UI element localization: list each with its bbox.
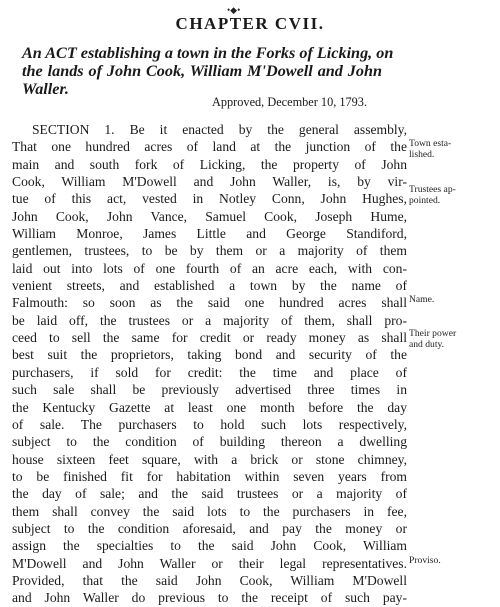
chapter-ornament: •◆• [227,5,241,15]
section-body [12,121,407,607]
margin-note-name [409,294,499,305]
body-line: house sixteen feet square, with a brick or stone chimney, [12,451,407,467]
margin-note-trustees-appointed [409,184,499,206]
body-line: main and south fork of Licking, the property of John [12,156,407,172]
body-line: subject to the condition of building thereon a dwelling [12,434,407,450]
body-line: Provided, that the said John Cook, William M'Dowell [12,572,407,588]
body-line: William Monroe, James Little and George Standiford, [12,226,407,242]
body-line: purchasers, if sold for credit: the time and place of [12,364,407,380]
margin-note-line: Name. [409,294,435,305]
margin-note-line: and duty. [409,339,445,350]
body-line: them shall convey the said lots to the purchasers in fee, [12,503,407,519]
body-line: John Cook, John Vance, Samuel Cook, Joseph Hume, [12,208,407,224]
margin-note-proviso [409,555,499,566]
body-line: subject to the condition aforesaid, and pay the money or [12,520,407,536]
body-line: the Kentucky Gazette at least one month before the day [12,399,407,415]
margin-note-line: Trustees ap- [409,184,456,195]
body-line: laid out into lots of one fourth of an acre each, with con- [12,260,407,276]
margin-note-town-established [409,138,499,160]
margin-note-line: Their power [409,328,457,339]
body-line: and John Waller do previous to the receipt of such pay- [12,590,407,606]
body-line: gentlemen, trustees, to be by them or a majority of them [12,243,407,259]
margin-note-line: lished. [409,149,435,160]
body-line: Cook, William M'Dowell and John Waller, is, by vir- [12,174,407,190]
body-line: venient streets, and established a town by the name of [12,278,407,294]
body-line: assign the specialties to the said John Cook, William [12,538,407,554]
body-line: best suit the proprietors, taking bond and security of the [12,347,407,363]
approved-date: Approved, December 10, 1793. [212,95,368,109]
act-title-line: the lands of John Cook, William M'Dowell and John [22,62,382,80]
body-line: tue of this act, vested in Notley Conn, John Hughes, [12,191,407,207]
act-title [22,44,394,98]
act-title-line: Waller. [22,80,69,98]
body-line: Falmouth: so soon as the said one hundred acres shall [12,295,407,311]
body-line: of sale. The purchasers to hold such lots respectively, [12,416,407,432]
act-title-line: An ACT establishing a town in the Forks of Licking, on [22,44,394,62]
body-line: ceed to sell the same for credit or ready money as shall [12,330,407,346]
body-line: to be finished fit for habitation within seven years from [12,468,407,484]
body-line: be laid off, the trustees or a majority of them, shall pro- [12,312,407,328]
margin-note-power-and-duty [409,328,499,350]
body-line: That one hundred acres of land at the junction of the [12,139,407,155]
margin-note-line: Town esta- [409,138,452,149]
body-line: the day of sale; and the said trustees or a majority of [12,486,407,502]
body-line: such sale shall be previously advertised three times in [12,382,407,398]
body-line: SECTION 1. Be it enacted by the general assembly, [32,122,407,137]
margin-note-line: Proviso. [409,555,441,566]
body-line: M'Dowell and John Waller or their legal representatives. [12,555,407,571]
margin-note-line: pointed. [409,195,441,206]
chapter-heading: CHAPTER CVII. [175,14,325,33]
